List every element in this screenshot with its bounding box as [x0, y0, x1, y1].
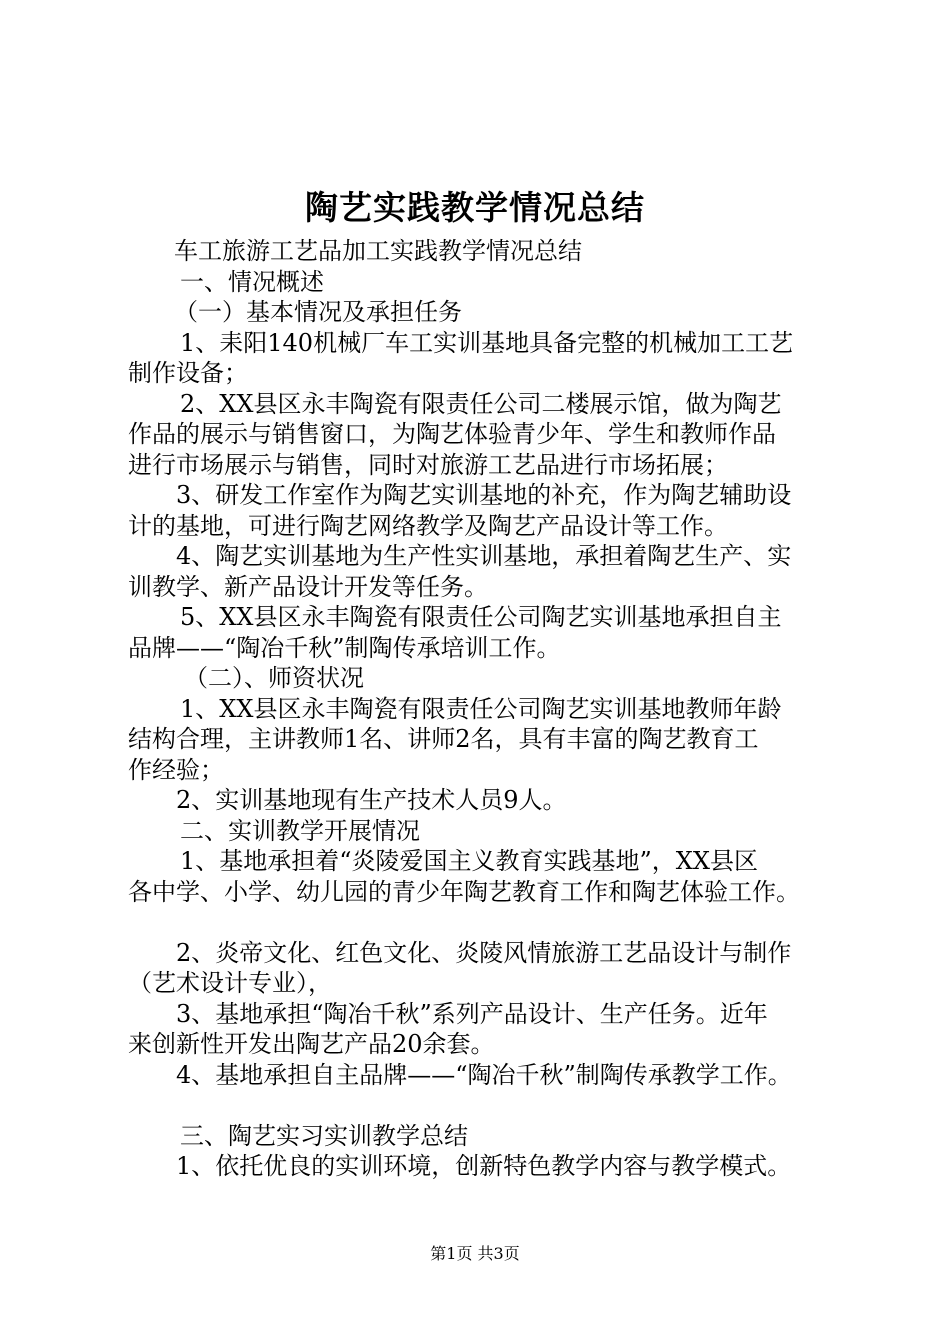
- paragraph-line: 车工旅游工艺品加工实践教学情况总结: [174, 237, 582, 265]
- paragraph-line: 一、情况概述: [180, 267, 324, 296]
- paragraph-line: 品牌——“陶冶千秋”制陶传承培训工作。: [128, 633, 561, 662]
- paragraph-line: 1、耒阳140机械厂车工实训基地具备完整的机械加工工艺: [180, 328, 794, 357]
- paragraph-line: （二）、师资状况: [184, 664, 364, 692]
- paragraph-line: 1、依托优良的实训环境，创新特色教学内容与教学模式。: [176, 1152, 792, 1180]
- document-title: 陶艺实践教学情况总结: [305, 188, 645, 227]
- blank-line: [128, 1090, 848, 1121]
- paragraph-line: 4、陶艺实训基地为生产性实训基地，承担着陶艺生产、实: [176, 542, 792, 570]
- paragraph-line: 3、研发工作室作为陶艺实训基地的补充，作为陶艺辅助设: [176, 481, 792, 509]
- paragraph-line: 进行市场展示与销售，同时对旅游工艺品进行市场拓展；: [128, 450, 728, 479]
- paragraph-line: （艺术设计专业），: [128, 969, 332, 997]
- paragraph-line: 训教学、新产品设计开发等任务。: [128, 572, 488, 601]
- paragraph-line: 作品的展示与销售窗口，为陶艺体验青少年、学生和教师作品: [128, 420, 776, 448]
- paragraph-line: 1、基地承担着“炎陵爱国主义教育实践基地”，XX县区: [180, 847, 758, 875]
- paragraph-line: 来创新性开发出陶艺产品20余套。: [128, 1030, 495, 1058]
- paragraph-line: 各中学、小学、幼儿园的青少年陶艺教育工作和陶艺体验工作。: [128, 877, 800, 906]
- paragraph-line: （一）基本情况及承担任务: [174, 298, 462, 326]
- paragraph-line: 计的基地，可进行陶艺网络教学及陶艺产品设计等工作。: [128, 511, 728, 540]
- blank-line: [128, 907, 848, 938]
- paragraph-line: 3、基地承担“陶冶千秋”系列产品设计、生产任务。近年: [176, 999, 768, 1028]
- paragraph-line: 5、XX县区永丰陶瓷有限责任公司陶艺实训基地承担自主: [180, 603, 782, 631]
- paragraph-line: 三、陶艺实习实训教学总结: [180, 1121, 468, 1150]
- paragraph-line: 2、实训基地现有生产技术人员9人。: [176, 786, 567, 814]
- paragraph-line: 结构合理，主讲教师1名、讲师2名，具有丰富的陶艺教育工: [128, 725, 759, 753]
- paragraph-line: 2、炎帝文化、红色文化、炎陵风情旅游工艺品设计与制作: [176, 938, 792, 967]
- paragraph-line: 制作设备；: [128, 359, 248, 387]
- paragraph-line: 2、XX县区永丰陶瓷有限责任公司二楼展示馆，做为陶艺: [180, 389, 782, 418]
- paragraph-line: 二、实训教学开展情况: [180, 816, 420, 845]
- paragraph-line: 1、XX县区永丰陶瓷有限责任公司陶艺实训基地教师年龄: [180, 694, 782, 723]
- document-body: [128, 236, 848, 1182]
- paragraph-line: 4、基地承担自主品牌——“陶冶千秋”制陶传承教学工作。: [176, 1060, 792, 1089]
- page-footer: 第1页 共3页: [430, 1244, 520, 1263]
- paragraph-line: 作经验；: [128, 755, 224, 784]
